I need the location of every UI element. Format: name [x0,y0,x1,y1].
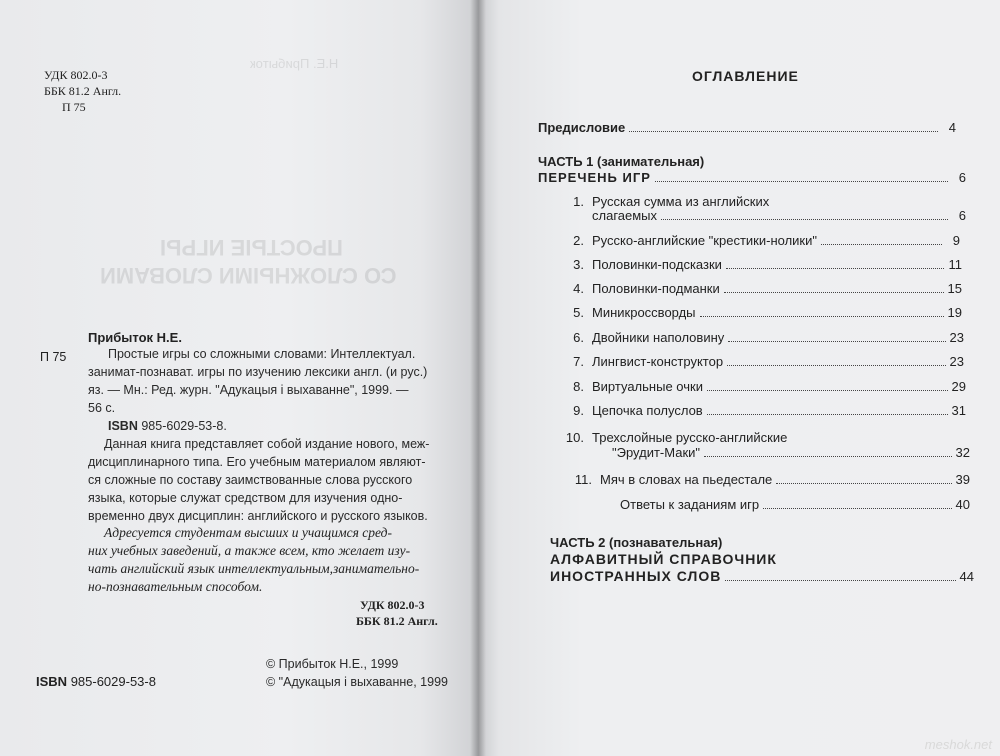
part2-title: ЧАСТЬ 2 (познавательная) [550,535,723,550]
answers-label: Ответы к заданиям игр [620,497,760,512]
catalog-author: Прибыток Н.Е. [88,330,182,345]
toc-item-5 [556,305,962,320]
bbk-code: ББК 81.2 Англ. [44,84,122,98]
biblio-line-4: 56 с. [88,401,116,415]
toc-item-4 [556,281,962,296]
toc-item-6 [556,330,964,345]
part2-subtitle-1: АЛФАВИТНЫЙ СПРАВОЧНИК [550,551,777,567]
isbn-label: ISBN [108,419,138,433]
page-number: 15 [947,281,962,296]
biblio-line-2: занимат-познават. игры по изучению лексики англ. (и рус.) [88,365,428,379]
isbn-line [108,418,227,436]
toc-item-8 [556,379,966,394]
leader-dots [776,483,951,484]
leader-dots [763,508,951,509]
toc-preface [538,120,956,135]
part1-title: ЧАСТЬ 1 (занимательная) [538,154,705,169]
page-number: 23 [949,330,964,345]
leader-dots [707,390,948,391]
annotation-line-2: дисциплинарного типа. Его учебным материалом являют- [88,455,426,469]
item-title: Миникроссворды [592,305,696,320]
item-title: Половинки-подсказки [592,257,722,272]
toc-item-7 [556,354,964,369]
preface-label: Предисловие [538,120,626,135]
leader-dots [655,181,948,182]
item-number: 1. [573,194,584,209]
item-number: 2. [573,233,584,248]
biblio-line-3: яз. — Мн.: Ред. журн. "Адукацыя і выхаванне", 1999. — [88,383,409,397]
item-title: Двойники наполовину [592,330,725,345]
page-number: 40 [955,497,970,512]
item-title: Мяч в словах на пьедестале [600,472,773,487]
page-number: 19 [947,305,962,320]
audience-line-4: но-познавательным способом. [88,579,263,594]
footer-isbn [36,674,156,689]
toc-item-9 [556,403,966,418]
page-number: 39 [955,472,970,487]
item-title-cont: слагаемых [592,208,658,223]
item-number: 7. [573,354,584,369]
item-number: 4. [573,281,584,296]
item-number: 9. [573,403,584,418]
item-title: Виртуальные очки [592,379,703,394]
item-number: 5. [573,305,584,320]
item-title: Русская сумма из английских [592,194,770,209]
item-title: Половинки-подманки [592,281,720,296]
show-through-title-1: ПРОСТЫЕ ИГРЫ [160,235,343,260]
toc-item-10a [556,430,966,445]
book-gutter [470,0,486,756]
item-number: 10. [565,430,584,445]
audience-line-2: них учебных заведений, а также всем, кто желает изу- [88,543,411,558]
page-number: 31 [951,403,966,418]
catalog-code: П 75 [40,350,67,364]
udk-code: УДК 802.0-3 [44,68,108,82]
right-page [478,0,1000,756]
show-through-title-2: СО СЛОЖНЫМИ СЛОВАМИ [100,263,397,288]
leader-dots [700,316,944,317]
toc-item-2 [556,233,960,248]
toc-heading: ОГЛАВЛЕНИЕ [692,68,799,84]
toc-item-3 [556,257,962,272]
leader-dots [724,292,944,293]
page-number: 9 [952,233,960,248]
toc-part2 [550,568,974,584]
item-number: 6. [573,330,584,345]
item-number: 11. [574,472,592,487]
page-number: 11 [948,257,962,272]
page-number: 6 [958,208,966,223]
item-title: Русско-английские "крестики-нолики" [592,233,817,248]
leader-dots [727,365,945,366]
toc-item-10b [612,445,970,460]
isbn-number: 985-6029-53-8. [141,419,227,433]
toc-item-1b [592,208,966,223]
page-number: 4 [948,120,956,135]
item-number: 8. [573,379,584,394]
leader-dots [726,268,944,269]
annotation-line-1: Данная книга представляет собой издание нового, меж- [104,437,430,451]
item-title: Лингвист-конструктор [592,354,724,369]
udk-code-bottom: УДК 802.0-3 [360,598,425,612]
page-number: 6 [958,170,966,185]
leader-dots [821,244,942,245]
item-number: 3. [573,257,584,272]
bbk-code-bottom: ББК 81.2 Англ. [356,614,438,628]
show-through-author: Н.Е. Прибыток [250,56,339,71]
author-mark: П 75 [62,100,86,114]
leader-dots [728,341,945,342]
leader-dots [704,456,952,457]
leader-dots [707,414,948,415]
footer-isbn-label: ISBN [36,674,68,689]
leader-dots [661,219,948,220]
toc-part1 [538,170,966,185]
item-title: Цепочка полуслов [592,403,703,418]
toc-item-11 [564,472,970,487]
audience-line-3: чать английский язык интеллектуальным,занимательно- [88,561,420,576]
toc-answers [620,497,970,512]
annotation-line-4: языка, которые служат средством для изучения одно- [88,491,403,505]
page-number: 32 [955,445,970,460]
copyright-publisher: © "Адукацыя і выхаванне, 1999 [266,675,448,689]
biblio-line-1: Простые игры со сложными словами: Интеллектуал. [108,347,416,361]
toc-item-1a [556,194,966,209]
watermark: meshok.net [924,737,992,752]
audience-line-1: Адресуется студентам высших и учащимся сред- [104,525,392,540]
page-number: 29 [951,379,966,394]
footer-isbn-number: 985-6029-53-8 [70,674,156,689]
page-number: 44 [959,569,974,584]
item-title-cont: "Эрудит-Маки" [612,445,701,460]
leader-dots [725,580,955,581]
left-page [0,0,478,756]
copyright-author: © Прибыток Н.Е., 1999 [266,657,399,671]
annotation-line-3: ся сложные по составу заимствованные слова русского [88,473,413,487]
part2-subtitle-2: ИНОСТРАННЫХ СЛОВ [550,568,722,584]
annotation-line-5: временно двух дисциплин: английского и русского языков. [88,509,428,523]
item-title: Трехслойные русско-английские [592,430,788,445]
leader-dots [629,131,938,132]
part1-subtitle: ПЕРЕЧЕНЬ ИГР [538,170,651,185]
page-number: 23 [949,354,964,369]
